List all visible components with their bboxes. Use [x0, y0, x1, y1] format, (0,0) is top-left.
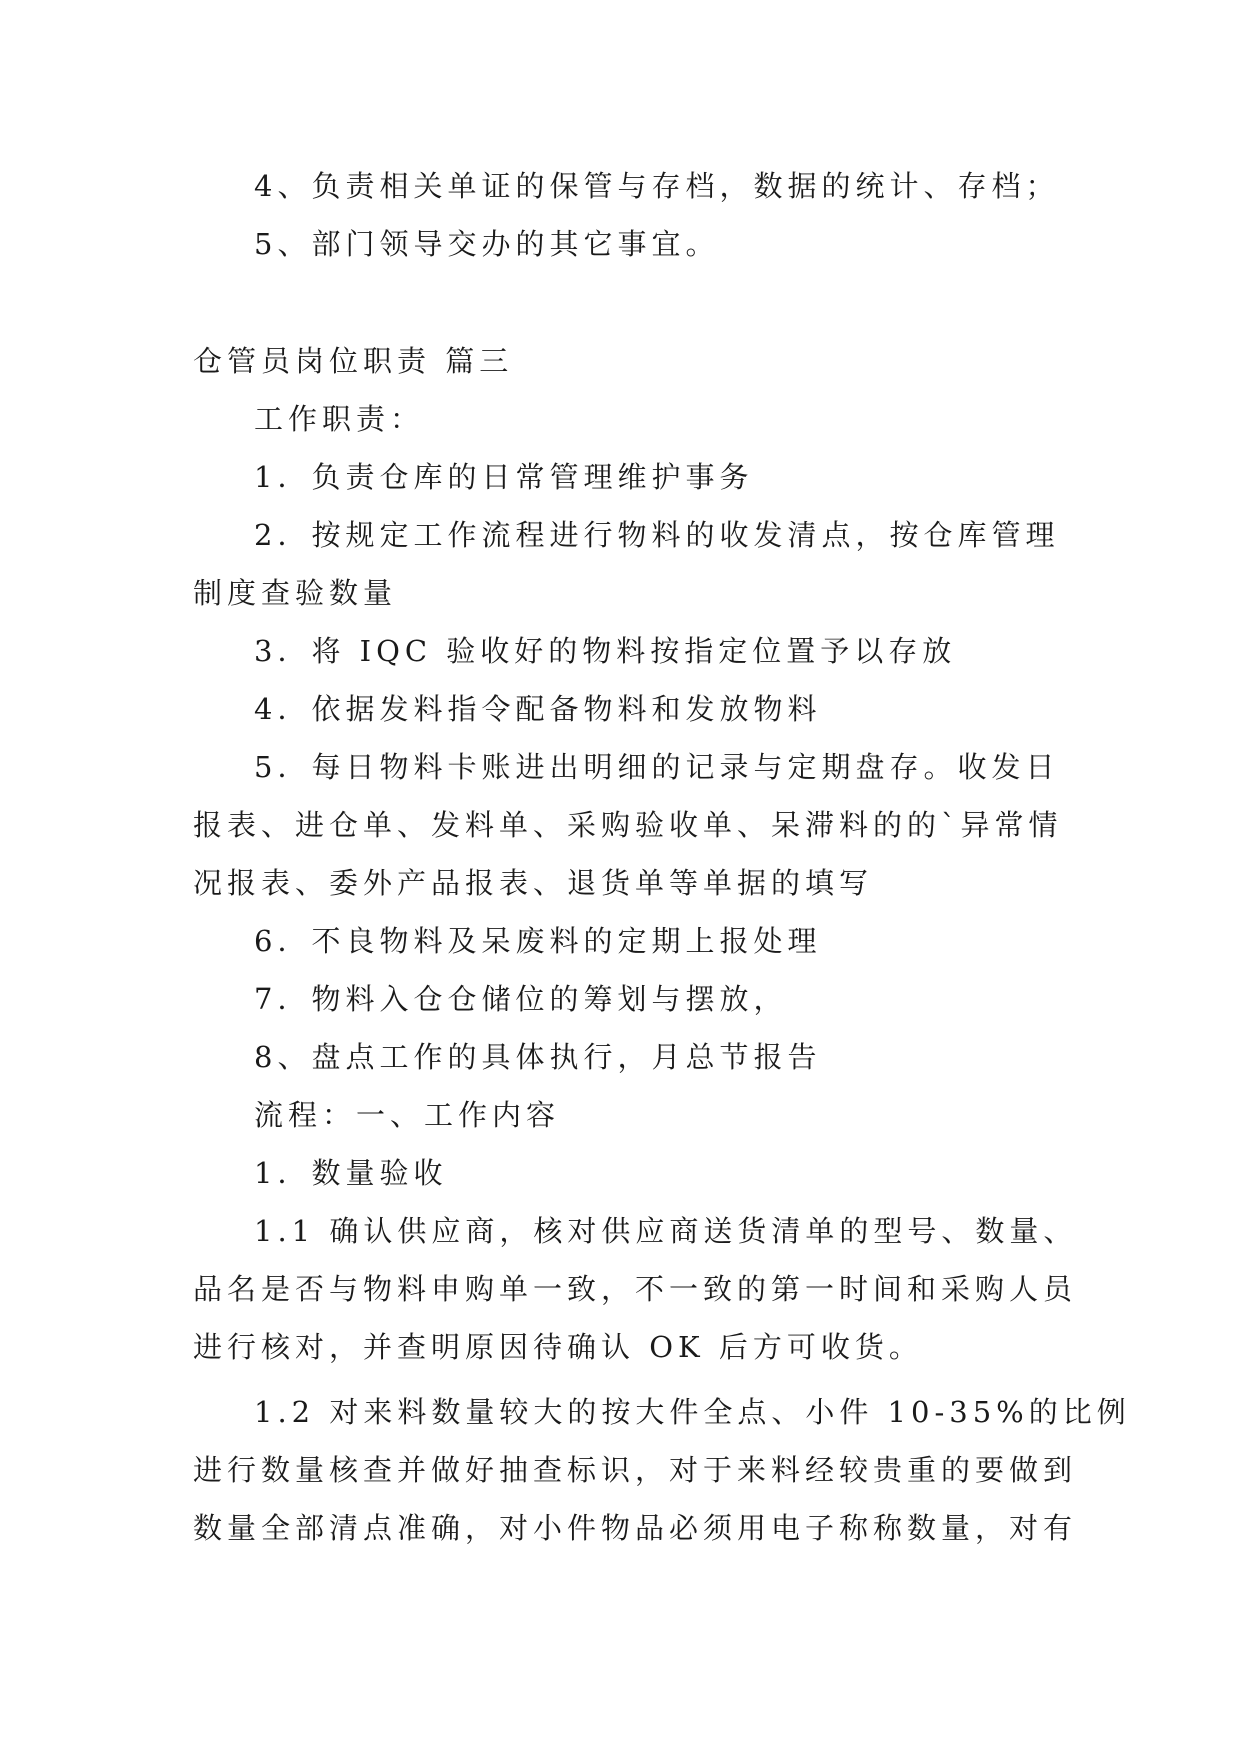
text-line: 制度查验数量 [193, 576, 398, 610]
text-line: 进行数量核查并做好抽查标识，对于来料经较贵重的要做到 [193, 1453, 1078, 1487]
text-line: 况报表、委外产品报表、退货单等单据的填写 [193, 866, 874, 900]
text-line: 数量全部清点准确，对小件物品必须用电子称称数量，对有 [193, 1511, 1078, 1545]
text-line: 报表、进仓单、发料单、采购验收单、呆滞料的的`异常情 [193, 808, 1063, 842]
list-item: 3．将 IQC 验收好的物料按指定位置予以存放 [254, 634, 957, 668]
text-line: 工作职责： [254, 402, 425, 436]
text-line: 进行核对，并查明原因待确认 OK 后方可收货。 [193, 1330, 923, 1364]
list-item: 2．按规定工作流程进行物料的收发清点，按仓库管理 [254, 518, 1060, 552]
text-line: 品名是否与物料申购单一致，不一致的第一时间和采购人员 [193, 1272, 1078, 1306]
text-line: 流程：一、工作内容 [254, 1098, 561, 1132]
list-item: 1.2 对来料数量较大的按大件全点、小件 10-35%的比例 [254, 1395, 1131, 1429]
list-item: 1．数量验收 [254, 1156, 448, 1190]
text-line: 5、部门领导交办的其它事宜。 [254, 227, 720, 261]
list-item: 1.1 确认供应商，核对供应商送货清单的型号、数量、 [254, 1214, 1078, 1248]
list-item: 4．依据发料指令配备物料和发放物料 [254, 692, 822, 726]
section-heading: 仓管员岗位职责 篇三 [193, 344, 514, 378]
list-item: 5．每日物料卡账进出明细的记录与定期盘存。收发日 [254, 750, 1060, 784]
list-item: 7．物料入仓仓储位的筹划与摆放， [254, 982, 788, 1016]
list-item: 1．负责仓库的日常管理维护事务 [254, 460, 754, 494]
text-line: 4、负责相关单证的保管与存档，数据的统计、存档； [254, 169, 1060, 203]
list-item: 6．不良物料及呆废料的定期上报处理 [254, 924, 822, 958]
list-item: 8、盘点工作的具体执行，月总节报告 [254, 1040, 822, 1074]
